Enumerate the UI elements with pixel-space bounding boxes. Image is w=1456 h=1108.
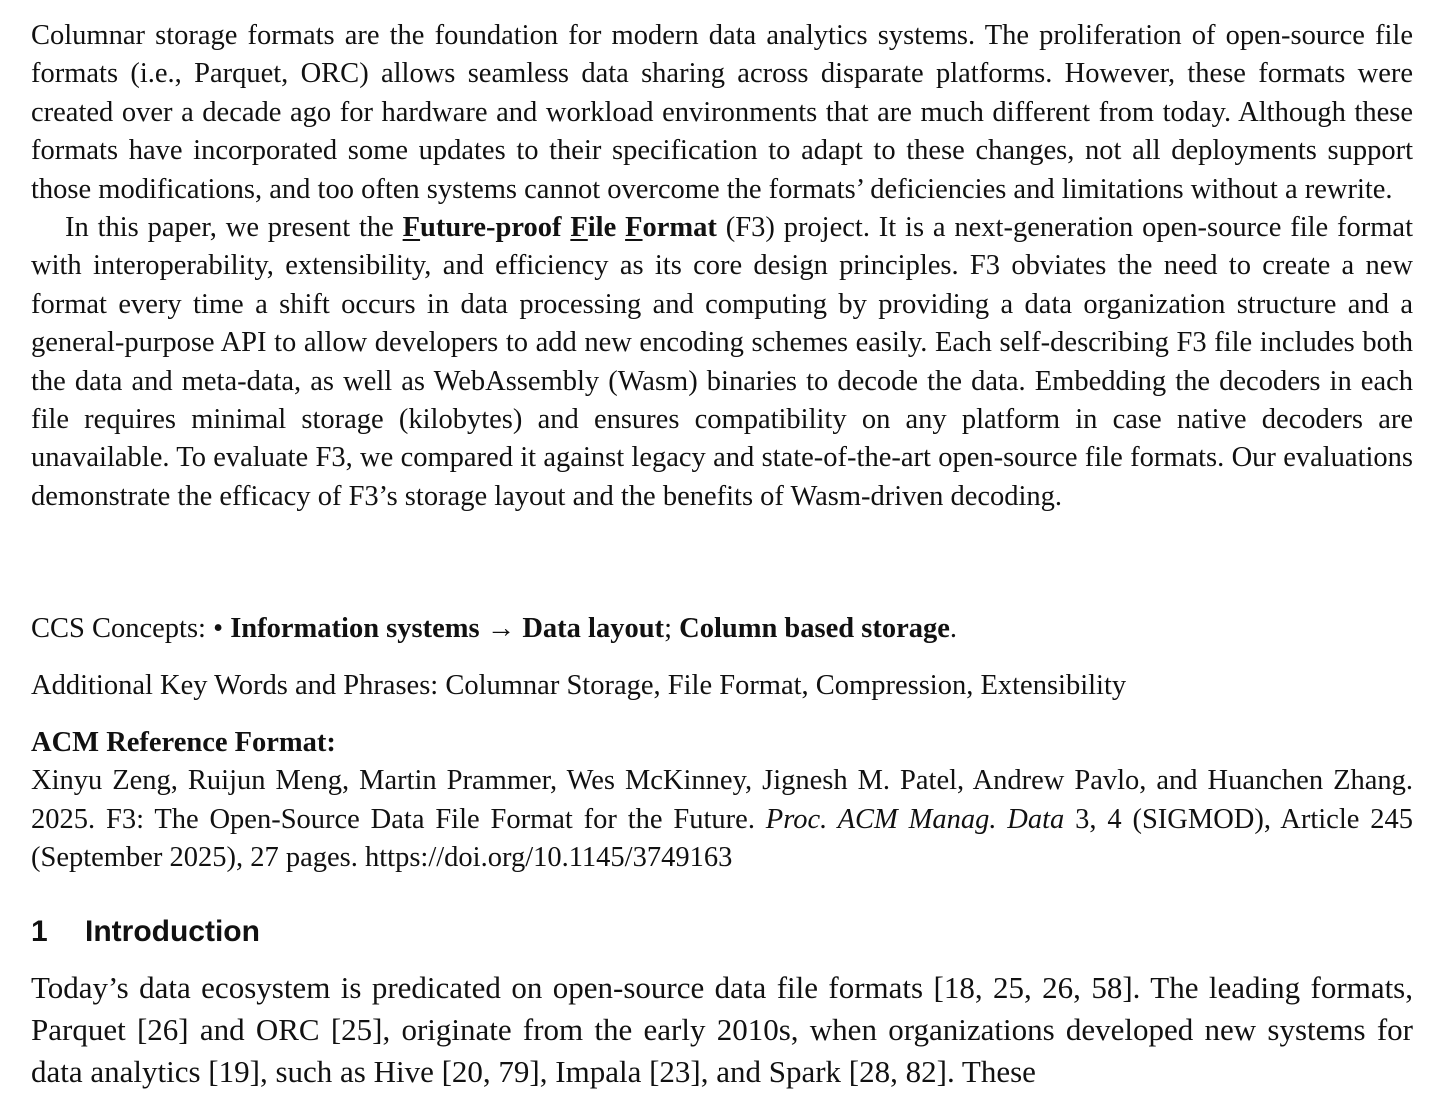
acm-reference-details: 3, 4 (SIGMOD), Article 245 (September 2025), 27 pages. https://doi.org/10.1145/3749163	[31, 803, 1413, 874]
introduction-paragraph: Today’s data ecosystem is predicated on open-source data file formats [18, 25, 26, 58]. The leading formats, Parquet [26] and ORC [25], originate from the early 2010s, when organizations developed new systems for data analytics [19], such as Hive [20, 79], Impala [23], and Spark [28, 82]. These	[31, 970, 1413, 1089]
project-name-letter-1: F	[402, 212, 421, 244]
keywords: Additional Key Words and Phrases: Columnar Storage, File Format, Compression, Extensibility	[31, 670, 1127, 701]
acm-reference-authors-title: Xinyu Zeng, Ruijun Meng, Martin Prammer, Wes McKinney, Jignesh M. Patel, Andrew Pavlo, and Huanchen Zhang. 2025. F3: The Open-Source Data File Format for the Future.	[31, 765, 1413, 835]
abstract	[31, 17, 1413, 516]
section-title: Introduction	[85, 915, 260, 948]
section-heading-introduction	[31, 912, 260, 952]
project-name-letter-2: F	[570, 212, 588, 244]
abstract-paragraph-2-intro: In this paper, we present the	[65, 212, 403, 244]
project-name-letter-3: F	[625, 212, 643, 244]
abstract-paragraph-1: Columnar storage formats are the foundation for modern data analytics systems. The proliferation of open-source file formats (i.e., Parquet, ORC) allows seamless data sharing across disparate platforms. However, these formats were created over a decade ago for hardware and workload environments that are much different from today. Although these formats have incorporated some updates to their specification to adapt to these changes, not all deployments support those modifications, and too often systems cannot overcome the formats’ deficiencies and limitations without a rewrite.	[31, 20, 1413, 205]
ccs-concept-information-systems: Information systems	[230, 613, 480, 644]
project-name	[403, 212, 717, 243]
ccs-concept-column-storage: Column based storage	[679, 613, 950, 644]
acm-reference	[31, 724, 1413, 878]
ccs-end: .	[949, 613, 957, 644]
abstract-paragraph-2	[31, 209, 1413, 516]
abstract-paragraph-2-body: (F3) project. It is a next-generation open-source file format with interoperability, extensibility, and efficiency as its core design principles. F3 obviates the need to create a new format every time a shift occurs in data processing and computing by providing a data organization structure and a general-purpose API to allow developers to add new encoding schemes easily. Each self-describing F3 file includes both the data and meta-data, as well as WebAssembly (Wasm) binaries to decode the data. Embedding the decoders in each file requires minimal storage (kilobytes) and ensures compatibility on any platform in case native decoders are unavailable. To evaluate F3, we compared it against legacy and state-of-the-art open-source file formats. Our evaluations demonstrate the efficacy of F3’s storage layout and the benefits of Wasm-driven decoding.	[31, 212, 1413, 512]
section-number: 1	[31, 915, 48, 948]
acm-reference-journal: Proc. ACM Manag. Data	[765, 803, 1065, 835]
ccs-prefix: CCS Concepts: •	[31, 613, 231, 644]
project-name-word-1: uture-proof	[420, 212, 571, 244]
ccs-separator: ;	[664, 613, 680, 644]
project-name-word-3: ormat	[642, 212, 717, 244]
acm-reference-label: ACM Reference Format:	[31, 727, 336, 758]
ccs-arrow: →	[479, 613, 523, 644]
project-name-word-2: ile	[587, 212, 626, 244]
ccs-concept-data-layout: Data layout	[522, 613, 665, 644]
ccs-concepts	[31, 610, 1413, 648]
